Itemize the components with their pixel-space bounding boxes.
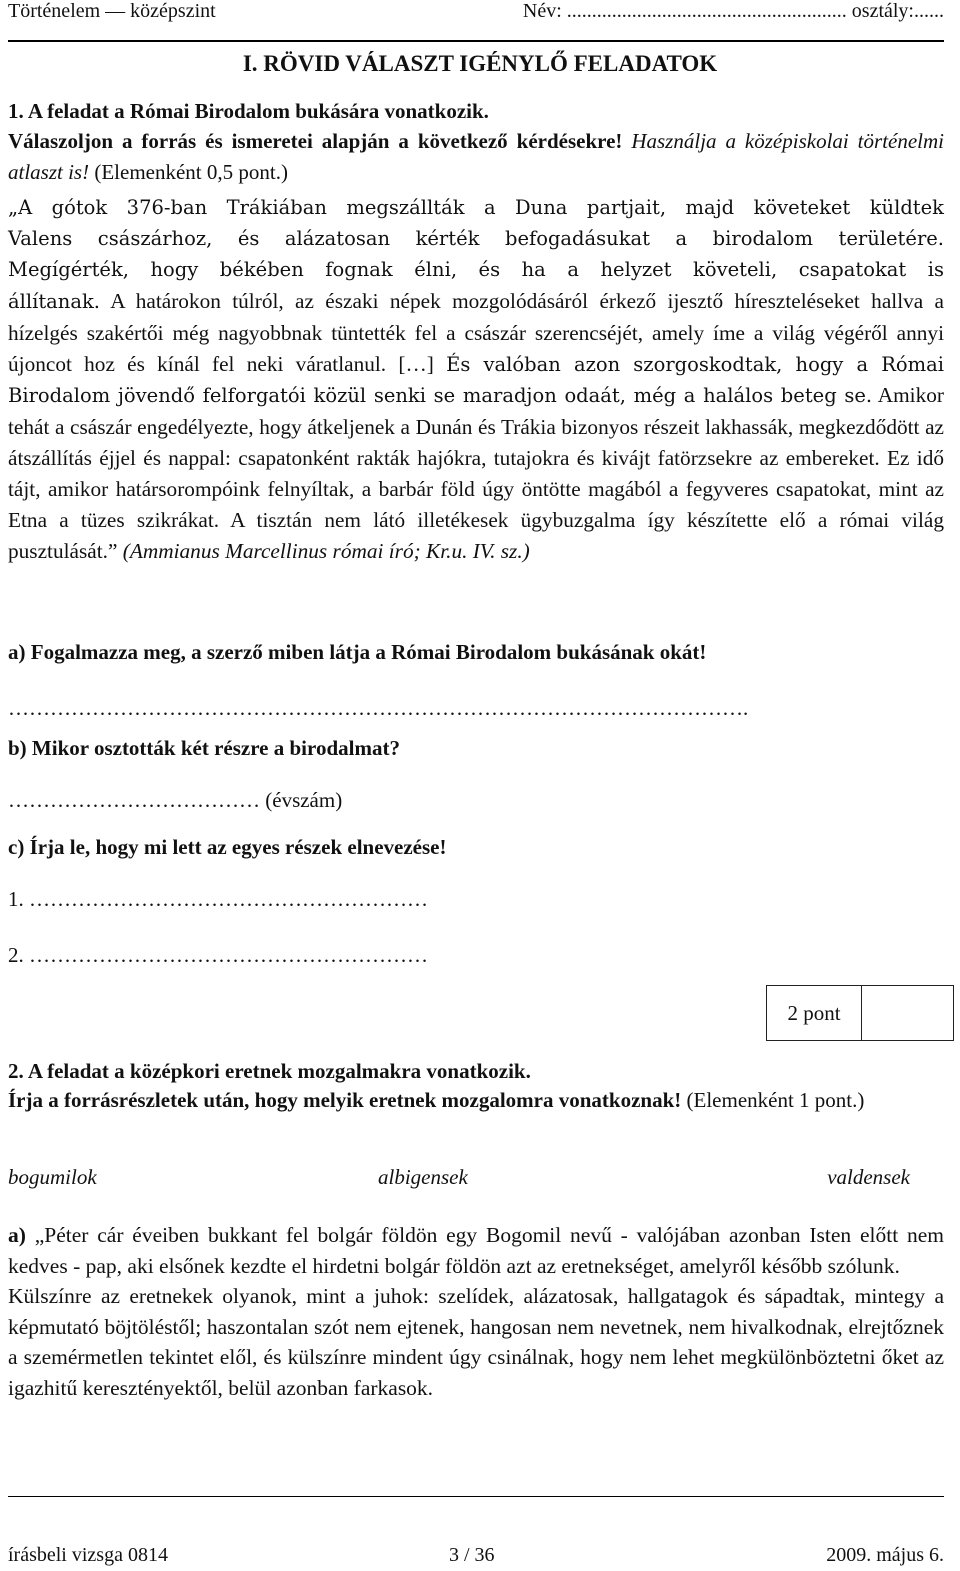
section-title: I. RÖVID VÁLASZT IGÉNYLŐ FELADATOK (242, 51, 718, 76)
option-bogumilok: bogumilok (8, 1165, 97, 1189)
source-body: A határokon túlról, az északi népek mozgolódásáról érkező ijesztő híreszteléseket hallva a hízelgés szakértői még nagyobbnak tüntették fel a császár szerencséjét, amely íme a világ végéről annyi újoncot hoz és kínál fel neki váratlanul. (8, 288, 945, 376)
answer-c-1[interactable]: 1. ………………………………………………… (8, 887, 428, 911)
question-b: b) Mikor osztották két részre a birodalmat? (8, 736, 400, 760)
task2-heading: 2. A feladat a középkori eretnek mozgalmakra vonatkozik. (8, 1059, 531, 1083)
footer-date: 2009. május 6. (826, 1544, 944, 1566)
score-label: 2 pont (767, 986, 862, 1040)
answer-b-line[interactable] (8, 788, 342, 813)
header-name-class: Név: ........................................................ osztály:...... (522, 0, 944, 22)
source-citation: (Ammianus Marcellinus római író; Kr.u. IV. sz.) (122, 538, 530, 563)
option-valdensek: valdensek (827, 1165, 910, 1189)
task2-a-label: a) (8, 1223, 26, 1247)
task1-source (8, 193, 944, 567)
task2-a-text: „Péter cár éveiben bukkant fel bolgár földön egy Bogomil nevű - valójában azonban Isten előtt nem kedves - pap, aki elsőnek kezdte el hirdetni bolgár földön azt az eretnekséget, amelyről később szólunk. (8, 1223, 945, 1278)
page-header (8, 0, 944, 30)
answer-b-dots[interactable]: ……………………………… (8, 788, 260, 812)
source-line-3: Megígérték, hogy békében fognak élni, és ha a helyzet követeli, csapatokat is (8, 257, 944, 281)
question-a: a) Fogalmazza meg, a szerző miben látja a Római Birodalom bukásának okát! (8, 640, 707, 664)
header-rule (8, 40, 944, 42)
source-body-2: És valóban azon szorgoskodtak, hogy a Római Birodalom jövendő felforgatói közül senki se maradjon odaát, még a halálos beteg se. (8, 352, 944, 408)
option-albigensek: albigensek (378, 1165, 468, 1189)
source-line-1: „A gótok 376-ban Trákiában megszállták a Duna partjait, majd követeket küldtek (8, 196, 944, 219)
task2-instruction-points: (Elemenként 1 pont.) (686, 1088, 865, 1112)
task1-instruction-bold: Válaszoljon a forrás és ismeretei alapján a következő kérdésekre! (8, 129, 623, 153)
source-bracket: […] (398, 351, 434, 376)
question-c: c) Írja le, hogy mi lett az egyes részek elnevezése! (8, 835, 447, 859)
answer-b-unit: (évszám) (265, 788, 343, 812)
task2-instruction (8, 1085, 944, 1116)
header-subject: Történelem — középszint (8, 0, 216, 22)
score-field[interactable] (862, 986, 953, 1040)
task2-a-text-2: Külszínre az eretnekek olyanok, mint a juhok: szelídek, alázatosak, hallgatagok és sápadtak, mintegy a képmutató böjtöléstől; haszontalan szót nem ejtenek, hangosan nem nevetnek, nem hivalkodnak, elrejtőznek a szemérmetlen tekintet elől, és külszínre mindent úgy csinálnak, hogy nem lehet megkülönböztetni őket az igazhitű keresztényektől, belül azonban farkasok. (8, 1284, 944, 1400)
source-line-4-start: állítanak. (8, 289, 100, 313)
answer-c-2[interactable]: 2. ………………………………………………… (8, 943, 428, 967)
score-box (766, 985, 954, 1041)
task1-instruction (8, 126, 944, 187)
source-body-3: Amikor tehát a császár engedélyezte, hogy átkeljenek a Dunán és Trákia bizonyos részeit lakhassák, megkezdődött az átszállítás éjjel és nappal: csapatonként rakták hajókra, tutajokra és kivájt fatörzsekre az embereket. Ez idő tájt, amikor határsorompóink felnyíltak, a barbár föld úgy öntötte magából a fegyveres csapatokat, mint az Etna a tüzes szikrákat. A tisztán nem látó illetékesek ügybuzgalma így készítette elő a római világ pusztulását.” (8, 383, 944, 563)
task2-source-a (8, 1220, 944, 1403)
footer-page-number: 3 / 36 (449, 1544, 495, 1566)
answer-a-line[interactable]: ……………………………………………………………………………………………. (8, 696, 749, 720)
footer-exam: írásbeli vizsga 0814 (8, 1544, 168, 1566)
task1-instruction-points: (Elemenként 0,5 pont.) (94, 159, 288, 184)
task1-instruction-italic: Használja a középiskolai történelmi atlaszt is! (8, 129, 945, 184)
task2-instruction-bold: Írja a forrásrészletek után, hogy melyik eretnek mozgalomra vonatkoznak! (8, 1088, 682, 1112)
task1-heading: 1. A feladat a Római Birodalom bukására vonatkozik. (8, 99, 489, 123)
footer-rule (8, 1496, 944, 1497)
source-line-2: Valens császárhoz, és alázatosan kérték befogadásukat a birodalom területére. (8, 226, 944, 250)
